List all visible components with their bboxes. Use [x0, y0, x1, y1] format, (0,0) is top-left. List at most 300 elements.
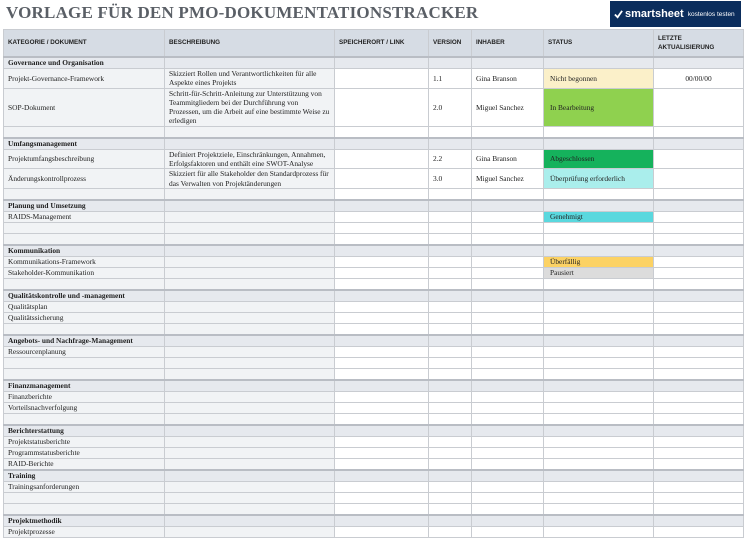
- description-cell[interactable]: [165, 368, 335, 380]
- status-cell[interactable]: Überfällig: [544, 256, 654, 267]
- document-cell[interactable]: RAID-Berichte: [4, 458, 165, 470]
- location-cell[interactable]: [335, 149, 429, 169]
- document-cell[interactable]: [4, 278, 165, 290]
- location-cell[interactable]: [335, 312, 429, 323]
- col-header-location: SPEICHERORT / LINK: [335, 30, 429, 58]
- document-cell[interactable]: [4, 413, 165, 425]
- owner-cell[interactable]: [472, 526, 544, 537]
- location-cell[interactable]: [335, 436, 429, 447]
- section-cell: [654, 425, 744, 437]
- section-cell: [429, 515, 472, 527]
- updated-cell[interactable]: [654, 312, 744, 323]
- description-cell[interactable]: [165, 402, 335, 413]
- section-cell: [335, 470, 429, 482]
- status-cell[interactable]: [544, 526, 654, 537]
- version-cell[interactable]: [429, 368, 472, 380]
- updated-cell[interactable]: [654, 323, 744, 335]
- section-title: Projektmethodik: [4, 515, 165, 527]
- document-cell[interactable]: [4, 368, 165, 380]
- status-cell[interactable]: Pausiert: [544, 267, 654, 278]
- owner-cell[interactable]: [472, 391, 544, 402]
- description-cell[interactable]: [165, 526, 335, 537]
- version-cell[interactable]: [429, 346, 472, 357]
- section-cell: [165, 380, 335, 392]
- document-cell[interactable]: Projektstatusberichte: [4, 436, 165, 447]
- table-row: [4, 436, 744, 447]
- brand-name: smartsheet: [625, 8, 684, 20]
- location-cell[interactable]: [335, 481, 429, 492]
- updated-cell[interactable]: [654, 301, 744, 312]
- updated-cell[interactable]: [654, 402, 744, 413]
- status-cell[interactable]: [544, 368, 654, 380]
- section-header-row: [4, 290, 744, 302]
- location-cell[interactable]: [335, 301, 429, 312]
- document-cell[interactable]: [4, 188, 165, 200]
- section-cell: [472, 290, 544, 302]
- description-cell[interactable]: [165, 278, 335, 290]
- table-row: [4, 69, 744, 89]
- version-cell[interactable]: [429, 312, 472, 323]
- version-cell[interactable]: [429, 391, 472, 402]
- section-cell: [335, 57, 429, 69]
- version-cell[interactable]: [429, 413, 472, 425]
- description-cell[interactable]: [165, 188, 335, 200]
- owner-cell[interactable]: [472, 312, 544, 323]
- document-cell[interactable]: Stakeholder-Kommunikation: [4, 267, 165, 278]
- description-cell[interactable]: [165, 436, 335, 447]
- table-row: [4, 188, 744, 200]
- owner-cell[interactable]: [472, 413, 544, 425]
- document-cell[interactable]: Trainingsanforderungen: [4, 481, 165, 492]
- status-cell[interactable]: [544, 481, 654, 492]
- updated-cell[interactable]: [654, 126, 744, 138]
- status-cell[interactable]: [544, 312, 654, 323]
- smartsheet-trial-banner[interactable]: [610, 1, 741, 27]
- section-cell: [544, 470, 654, 482]
- table-row: [4, 256, 744, 267]
- owner-cell[interactable]: [472, 357, 544, 368]
- section-title: Umfangsmanagement: [4, 138, 165, 150]
- section-cell: [472, 57, 544, 69]
- description-cell[interactable]: Definiert Projektziele, Einschränkungen, Annahmen, Erfolgsfaktoren und enthält eine SWOT-Analyse: [165, 149, 335, 169]
- section-cell: [472, 470, 544, 482]
- section-cell: [544, 515, 654, 527]
- section-cell: [654, 470, 744, 482]
- status-cell[interactable]: [544, 458, 654, 470]
- version-cell[interactable]: 1.1: [429, 69, 472, 89]
- status-cell[interactable]: [544, 233, 654, 245]
- section-cell: [544, 290, 654, 302]
- document-cell[interactable]: [4, 357, 165, 368]
- col-header-status: STATUS: [544, 30, 654, 58]
- location-cell[interactable]: [335, 413, 429, 425]
- trial-cta[interactable]: kostenlos testen: [687, 10, 735, 18]
- document-cell[interactable]: Finanzberichte: [4, 391, 165, 402]
- section-cell: [544, 380, 654, 392]
- table-row: [4, 503, 744, 515]
- version-cell[interactable]: [429, 526, 472, 537]
- owner-cell[interactable]: [472, 233, 544, 245]
- section-title: Angebots- und Nachfrage-Management: [4, 335, 165, 347]
- updated-cell[interactable]: [654, 436, 744, 447]
- status-cell[interactable]: Abgeschlossen: [544, 149, 654, 169]
- status-cell[interactable]: [544, 402, 654, 413]
- status-cell[interactable]: Genehmigt: [544, 211, 654, 222]
- section-cell: [165, 290, 335, 302]
- section-cell: [429, 245, 472, 257]
- updated-cell[interactable]: [654, 368, 744, 380]
- section-cell: [165, 425, 335, 437]
- status-cell[interactable]: [544, 503, 654, 515]
- section-cell: [544, 335, 654, 347]
- version-cell[interactable]: [429, 188, 472, 200]
- table-row: [4, 346, 744, 357]
- section-title: Finanzmanagement: [4, 380, 165, 392]
- status-cell[interactable]: [544, 346, 654, 357]
- description-cell[interactable]: [165, 256, 335, 267]
- location-cell[interactable]: [335, 458, 429, 470]
- description-cell[interactable]: Skizziert für alle Stakeholder den Standardprozess für das Verwalten von Projektänderungen: [165, 169, 335, 189]
- section-cell: [429, 200, 472, 212]
- version-cell[interactable]: [429, 126, 472, 138]
- document-cell[interactable]: Vorteilsnachverfolgung: [4, 402, 165, 413]
- owner-cell[interactable]: [472, 211, 544, 222]
- description-cell[interactable]: Schritt-für-Schritt-Anleitung zur Unterstützung von Teammitgliedern bei der Durchführung von Prozessen, um die Arbeit auf eine bestimmte Weise zu erledigen: [165, 88, 335, 126]
- document-cell[interactable]: Qualitätssicherung: [4, 312, 165, 323]
- document-cell[interactable]: [4, 222, 165, 233]
- location-cell[interactable]: [335, 503, 429, 515]
- updated-cell[interactable]: [654, 169, 744, 189]
- document-cell[interactable]: Kommunikations-Framework: [4, 256, 165, 267]
- version-cell[interactable]: 2.2: [429, 149, 472, 169]
- version-cell[interactable]: [429, 278, 472, 290]
- section-cell: [165, 515, 335, 527]
- version-cell[interactable]: [429, 357, 472, 368]
- section-cell: [654, 200, 744, 212]
- section-header-row: [4, 425, 744, 437]
- status-cell[interactable]: In Bearbeitung: [544, 88, 654, 126]
- updated-cell[interactable]: [654, 481, 744, 492]
- location-cell[interactable]: [335, 357, 429, 368]
- location-cell[interactable]: [335, 526, 429, 537]
- document-cell[interactable]: [4, 492, 165, 503]
- section-header-row: [4, 57, 744, 69]
- section-cell: [429, 138, 472, 150]
- status-cell[interactable]: [544, 436, 654, 447]
- section-cell: [544, 57, 654, 69]
- section-header-row: [4, 138, 744, 150]
- section-cell: [335, 290, 429, 302]
- updated-cell[interactable]: [654, 413, 744, 425]
- location-cell[interactable]: [335, 447, 429, 458]
- table-body: [4, 57, 744, 537]
- section-cell: [429, 335, 472, 347]
- description-cell[interactable]: [165, 357, 335, 368]
- version-cell[interactable]: [429, 323, 472, 335]
- version-cell[interactable]: [429, 503, 472, 515]
- section-cell: [335, 380, 429, 392]
- owner-cell[interactable]: [472, 222, 544, 233]
- status-cell[interactable]: [544, 222, 654, 233]
- location-cell[interactable]: [335, 323, 429, 335]
- document-tracker-table: [3, 29, 744, 538]
- status-cell[interactable]: [544, 301, 654, 312]
- version-cell[interactable]: 3.0: [429, 169, 472, 189]
- description-cell[interactable]: [165, 301, 335, 312]
- owner-cell[interactable]: [472, 323, 544, 335]
- version-cell[interactable]: [429, 458, 472, 470]
- document-cell[interactable]: [4, 503, 165, 515]
- owner-cell[interactable]: [472, 256, 544, 267]
- status-cell[interactable]: [544, 391, 654, 402]
- document-cell[interactable]: Projektprozesse: [4, 526, 165, 537]
- version-cell[interactable]: [429, 222, 472, 233]
- document-cell[interactable]: Programmstatusberichte: [4, 447, 165, 458]
- owner-cell[interactable]: Miguel Sanchez: [472, 88, 544, 126]
- col-header-description: BESCHREIBUNG: [165, 30, 335, 58]
- document-cell[interactable]: Projektumfangsbeschreibung: [4, 149, 165, 169]
- section-cell: [429, 425, 472, 437]
- description-cell[interactable]: [165, 447, 335, 458]
- version-cell[interactable]: [429, 402, 472, 413]
- updated-cell[interactable]: [654, 357, 744, 368]
- owner-cell[interactable]: [472, 346, 544, 357]
- version-cell[interactable]: 2.0: [429, 88, 472, 126]
- version-cell[interactable]: [429, 211, 472, 222]
- updated-cell[interactable]: [654, 256, 744, 267]
- document-cell[interactable]: RAIDS-Management: [4, 211, 165, 222]
- checkmark-icon: [614, 10, 623, 19]
- owner-cell[interactable]: [472, 492, 544, 503]
- section-cell: [429, 380, 472, 392]
- section-cell: [429, 290, 472, 302]
- section-cell: [472, 200, 544, 212]
- smartsheet-logo: [614, 8, 684, 20]
- section-header-row: [4, 200, 744, 212]
- description-cell[interactable]: [165, 222, 335, 233]
- table-row: [4, 323, 744, 335]
- status-cell[interactable]: Überprüfung erforderlich: [544, 169, 654, 189]
- location-cell[interactable]: [335, 188, 429, 200]
- location-cell[interactable]: [335, 402, 429, 413]
- table-row: [4, 222, 744, 233]
- description-cell[interactable]: [165, 267, 335, 278]
- section-cell: [335, 245, 429, 257]
- table-row: [4, 169, 744, 189]
- document-cell[interactable]: [4, 233, 165, 245]
- updated-cell[interactable]: [654, 526, 744, 537]
- updated-cell[interactable]: [654, 88, 744, 126]
- section-cell: [654, 380, 744, 392]
- updated-cell[interactable]: [654, 211, 744, 222]
- description-cell[interactable]: [165, 458, 335, 470]
- updated-cell[interactable]: [654, 267, 744, 278]
- owner-cell[interactable]: [472, 503, 544, 515]
- table-row: [4, 211, 744, 222]
- section-cell: [165, 245, 335, 257]
- document-cell[interactable]: [4, 126, 165, 138]
- owner-cell[interactable]: [472, 126, 544, 138]
- location-cell[interactable]: [335, 169, 429, 189]
- document-cell[interactable]: Ressourcenplanung: [4, 346, 165, 357]
- status-cell[interactable]: [544, 492, 654, 503]
- section-cell: [654, 335, 744, 347]
- table-row: [4, 402, 744, 413]
- section-cell: [654, 245, 744, 257]
- section-title: Berichterstattung: [4, 425, 165, 437]
- status-cell[interactable]: Nicht begonnen: [544, 69, 654, 89]
- version-cell[interactable]: [429, 436, 472, 447]
- table-row: [4, 481, 744, 492]
- owner-cell[interactable]: Miguel Sanchez: [472, 169, 544, 189]
- owner-cell[interactable]: [472, 368, 544, 380]
- updated-cell[interactable]: [654, 492, 744, 503]
- updated-cell[interactable]: [654, 278, 744, 290]
- status-cell[interactable]: [544, 126, 654, 138]
- description-cell[interactable]: [165, 323, 335, 335]
- updated-cell[interactable]: [654, 346, 744, 357]
- location-cell[interactable]: [335, 222, 429, 233]
- location-cell[interactable]: [335, 267, 429, 278]
- owner-cell[interactable]: [472, 188, 544, 200]
- description-cell[interactable]: [165, 346, 335, 357]
- owner-cell[interactable]: [472, 436, 544, 447]
- document-cell[interactable]: Qualitätsplan: [4, 301, 165, 312]
- document-cell[interactable]: Projekt-Governance-Framework: [4, 69, 165, 89]
- section-cell: [165, 335, 335, 347]
- location-cell[interactable]: [335, 492, 429, 503]
- description-cell[interactable]: [165, 126, 335, 138]
- description-cell[interactable]: [165, 413, 335, 425]
- col-header-updated: LETZTE AKTUALISIERUNG: [654, 30, 744, 58]
- section-cell: [429, 57, 472, 69]
- section-title: Planung und Umsetzung: [4, 200, 165, 212]
- location-cell[interactable]: [335, 69, 429, 89]
- description-cell[interactable]: [165, 211, 335, 222]
- section-cell: [472, 138, 544, 150]
- table-row: [4, 126, 744, 138]
- description-cell[interactable]: [165, 481, 335, 492]
- section-header-row: [4, 515, 744, 527]
- owner-cell[interactable]: [472, 278, 544, 290]
- section-cell: [544, 200, 654, 212]
- section-cell: [654, 515, 744, 527]
- section-cell: [429, 470, 472, 482]
- section-cell: [335, 335, 429, 347]
- section-header-row: [4, 470, 744, 482]
- location-cell[interactable]: [335, 211, 429, 222]
- section-cell: [165, 200, 335, 212]
- owner-cell[interactable]: Gina Branson: [472, 69, 544, 89]
- owner-cell[interactable]: [472, 481, 544, 492]
- location-cell[interactable]: [335, 391, 429, 402]
- updated-cell[interactable]: [654, 222, 744, 233]
- location-cell[interactable]: [335, 88, 429, 126]
- owner-cell[interactable]: [472, 301, 544, 312]
- section-header-row: [4, 335, 744, 347]
- col-header-category: KATEGORIE / DOKUMENT: [4, 30, 165, 58]
- owner-cell[interactable]: [472, 447, 544, 458]
- status-cell[interactable]: [544, 278, 654, 290]
- section-cell: [165, 57, 335, 69]
- document-cell[interactable]: SOP-Dokument: [4, 88, 165, 126]
- location-cell[interactable]: [335, 256, 429, 267]
- status-cell[interactable]: [544, 323, 654, 335]
- description-cell[interactable]: [165, 312, 335, 323]
- version-cell[interactable]: [429, 267, 472, 278]
- updated-cell[interactable]: [654, 503, 744, 515]
- section-cell: [335, 138, 429, 150]
- document-cell[interactable]: Änderungskontrollprozess: [4, 169, 165, 189]
- section-title: Kommunikation: [4, 245, 165, 257]
- table-row: [4, 278, 744, 290]
- version-cell[interactable]: [429, 301, 472, 312]
- updated-cell[interactable]: [654, 447, 744, 458]
- section-cell: [544, 245, 654, 257]
- owner-cell[interactable]: [472, 267, 544, 278]
- version-cell[interactable]: [429, 447, 472, 458]
- section-cell: [654, 57, 744, 69]
- section-cell: [472, 380, 544, 392]
- description-cell[interactable]: Skizziert Rollen und Verantwortlichkeiten für alle Aspekte eines Projekts: [165, 69, 335, 89]
- table-row: [4, 458, 744, 470]
- table-row: [4, 88, 744, 126]
- status-cell[interactable]: [544, 447, 654, 458]
- updated-cell[interactable]: [654, 391, 744, 402]
- section-cell: [654, 138, 744, 150]
- section-cell: [472, 245, 544, 257]
- updated-cell[interactable]: [654, 233, 744, 245]
- section-cell: [472, 515, 544, 527]
- location-cell[interactable]: [335, 278, 429, 290]
- version-cell[interactable]: [429, 481, 472, 492]
- section-title: Qualitätskontrolle und -management: [4, 290, 165, 302]
- status-cell[interactable]: [544, 413, 654, 425]
- status-cell[interactable]: [544, 357, 654, 368]
- updated-cell[interactable]: [654, 188, 744, 200]
- table-row: [4, 301, 744, 312]
- section-cell: [335, 425, 429, 437]
- table-row: [4, 267, 744, 278]
- description-cell[interactable]: [165, 492, 335, 503]
- owner-cell[interactable]: Gina Branson: [472, 149, 544, 169]
- location-cell[interactable]: [335, 346, 429, 357]
- description-cell[interactable]: [165, 503, 335, 515]
- owner-cell[interactable]: [472, 402, 544, 413]
- updated-cell[interactable]: [654, 149, 744, 169]
- status-cell[interactable]: [544, 188, 654, 200]
- table-row: [4, 492, 744, 503]
- updated-cell[interactable]: 00/00/00: [654, 69, 744, 89]
- table-row: [4, 149, 744, 169]
- section-cell: [472, 425, 544, 437]
- table-row: [4, 391, 744, 402]
- updated-cell[interactable]: [654, 458, 744, 470]
- page-title: VORLAGE FÜR DEN PMO-DOKUMENTATIONSTRACKER: [6, 3, 479, 22]
- document-cell[interactable]: [4, 323, 165, 335]
- description-cell[interactable]: [165, 391, 335, 402]
- description-cell[interactable]: [165, 233, 335, 245]
- owner-cell[interactable]: [472, 458, 544, 470]
- location-cell[interactable]: [335, 126, 429, 138]
- version-cell[interactable]: [429, 256, 472, 267]
- table-row: [4, 233, 744, 245]
- version-cell[interactable]: [429, 233, 472, 245]
- location-cell[interactable]: [335, 233, 429, 245]
- version-cell[interactable]: [429, 492, 472, 503]
- table-row: [4, 312, 744, 323]
- location-cell[interactable]: [335, 368, 429, 380]
